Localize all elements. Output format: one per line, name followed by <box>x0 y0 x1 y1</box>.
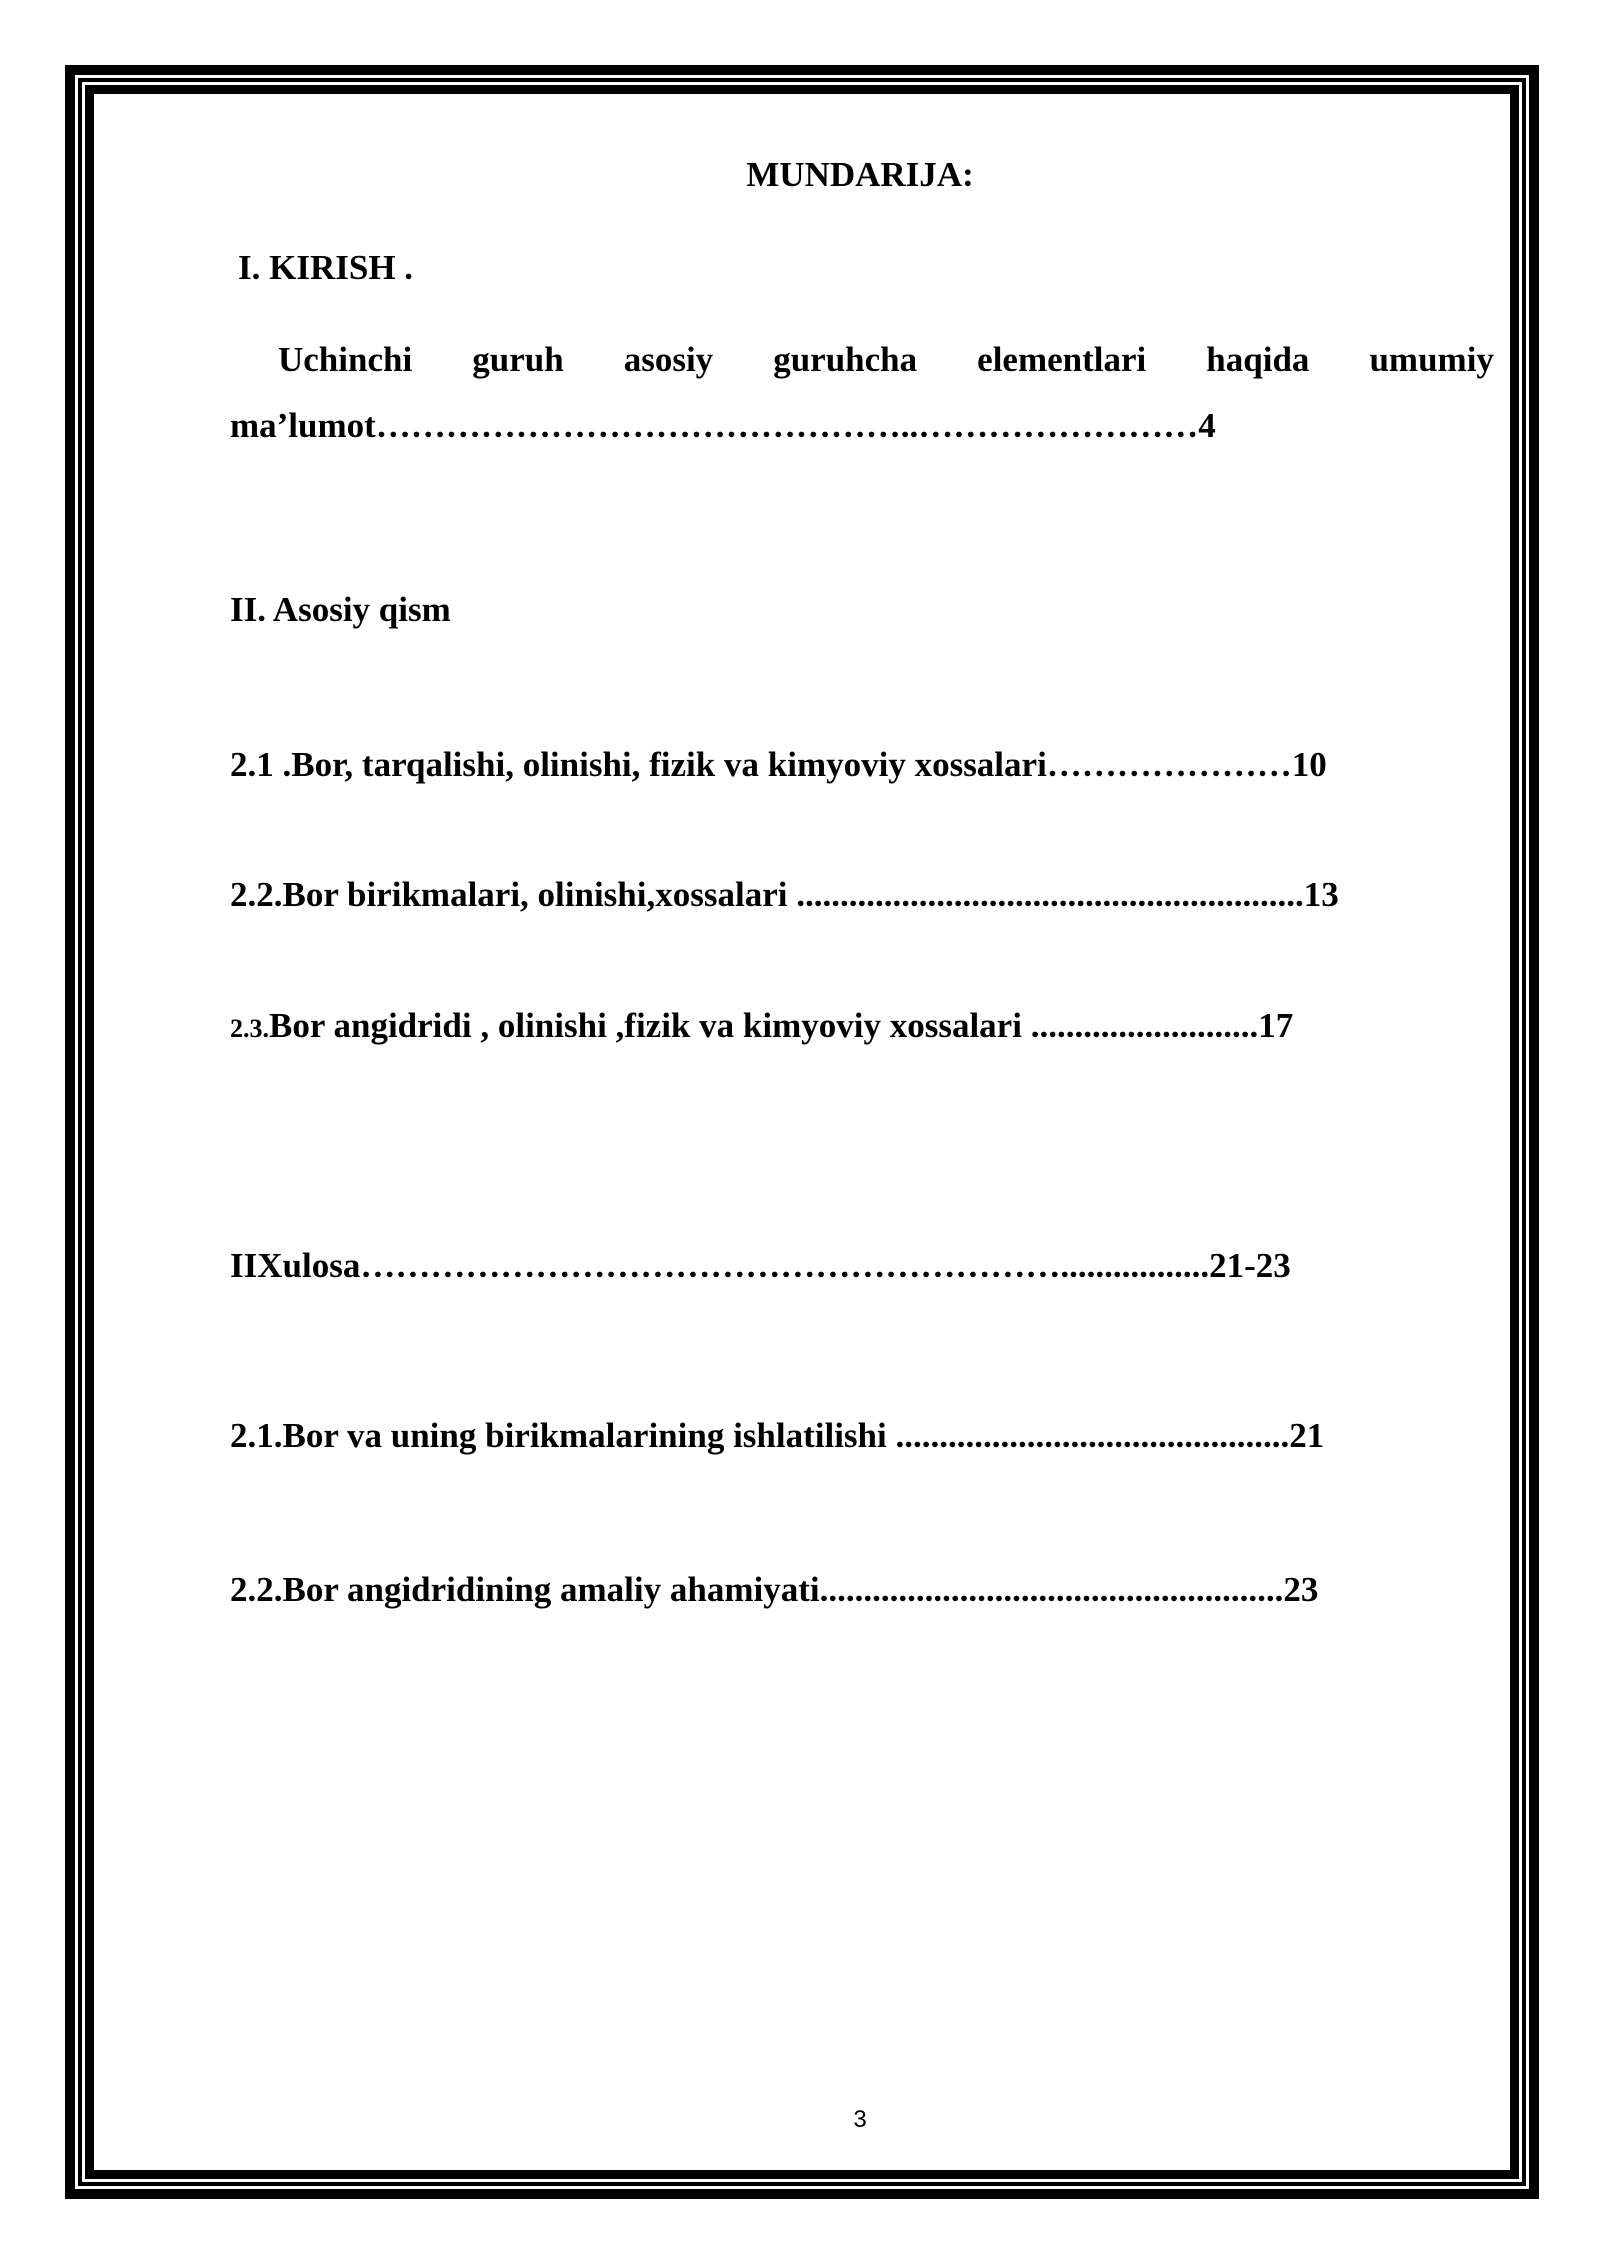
intro-word: haqida <box>1206 340 1310 379</box>
toc-entry: 2.1 .Bor, tarqalishi, olinishi, fizik va kimyoviy xossalari…………………10 <box>230 745 1327 784</box>
toc-entry: 2.2.Bor birikmalari, olinishi,xossalari ..........................................................13 <box>230 875 1339 914</box>
toc-entry-number: 2.3. <box>230 1014 269 1043</box>
toc-entry-text: Bor angidridi , olinishi ,fizik va kimyoviy xossalari ..........................17 <box>269 1006 1294 1045</box>
toc-entry-conclusion: IIXulosa…………………………………………………….................21-23 <box>230 1246 1291 1285</box>
intro-word: umumiy <box>1369 340 1494 379</box>
page-number: 3 <box>853 2106 867 2133</box>
intro-entry-line1 <box>278 340 1494 380</box>
toc-entry: 2.1.Bor va uning birikmalarining ishlatilishi .............................................21 <box>230 1416 1325 1455</box>
toc-entry <box>230 1006 1293 1049</box>
intro-word: Uchinchi <box>278 340 413 379</box>
toc-title: MUNDARIJA: <box>746 155 974 194</box>
intro-word: guruhcha <box>773 340 918 379</box>
section-kirish-heading: I. KIRISH . <box>238 248 414 287</box>
toc-entry: 2.2.Bor angidridining amaliy ahamiyati.....................................................23 <box>230 1570 1319 1609</box>
section-main-heading: II. Asosiy qism <box>230 590 451 629</box>
intro-entry-line2: ma’lumot………………………………………..……………………4 <box>230 406 1216 445</box>
intro-word: elementlari <box>977 340 1147 379</box>
page-border-inner <box>85 85 1519 2179</box>
intro-word: guruh <box>472 340 564 379</box>
intro-word: asosiy <box>623 340 714 379</box>
